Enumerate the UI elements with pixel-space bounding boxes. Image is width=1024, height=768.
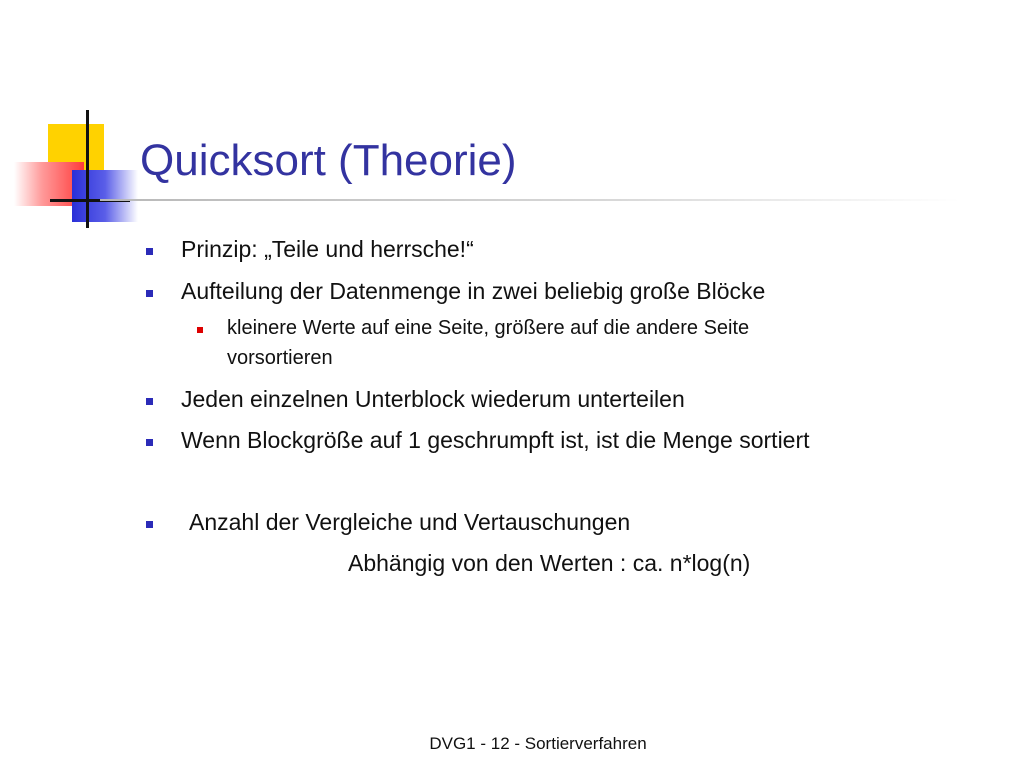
- sub-bullet-marker: [197, 327, 203, 333]
- slide-footer: DVG1 - 12 - Sortierverfahren: [429, 734, 647, 753]
- sub-bullet-item: kleinere Werte auf eine Seite, größere auf die andere Seite: [227, 317, 750, 339]
- bullet-marker: [146, 290, 153, 297]
- sub-bullet-item-continued: vorsortieren: [227, 347, 333, 369]
- bullet-item: Anzahl der Vergleiche und Vertauschungen: [189, 509, 631, 535]
- slide-title: Quicksort (Theorie): [140, 136, 517, 185]
- bullet-marker: [146, 398, 153, 405]
- title-underline: [100, 199, 960, 201]
- bullet-item-detail: Abhängig von den Werten : ca. n*log(n): [348, 550, 751, 576]
- bullet-marker: [146, 248, 153, 255]
- bullet-item: Prinzip: „Teile und herrsche!“: [181, 236, 474, 262]
- logo-blue-square: [72, 170, 138, 222]
- bullet-item: Jeden einzelnen Unterblock wiederum unterteilen: [181, 386, 685, 412]
- logo-vertical-line: [86, 110, 89, 228]
- bullet-marker: [146, 521, 153, 528]
- bullet-item: Wenn Blockgröße auf 1 geschrumpft ist, ist die Menge sortiert: [181, 427, 810, 453]
- bullet-item: Aufteilung der Datenmenge in zwei beliebig große Blöcke: [181, 278, 766, 304]
- bullet-marker: [146, 439, 153, 446]
